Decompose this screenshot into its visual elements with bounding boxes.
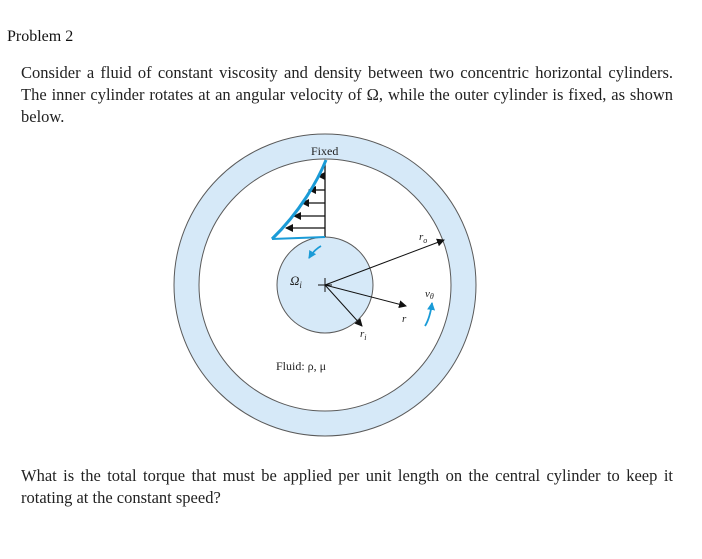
ro-subscript: o: [423, 236, 428, 245]
ri-subscript: i: [364, 333, 367, 342]
problem-question: What is the total torque that must be applied per unit length on the central cylinder to keep it rotating at the constant speed?: [21, 466, 673, 507]
vtheta-subscript: θ: [429, 292, 434, 301]
problem-title: Problem 2: [7, 28, 74, 45]
vtheta-symbol: v: [425, 288, 430, 300]
fixed-label: Fixed: [311, 144, 339, 158]
omega-subscript: i: [299, 280, 302, 290]
fluid-label: Fluid: ρ, μ: [276, 359, 327, 373]
omega-symbol: Ω: [290, 273, 300, 288]
ro-symbol: r: [419, 231, 424, 243]
r-label: r: [402, 313, 407, 325]
ri-symbol: r: [360, 328, 365, 340]
problem-statement: Consider a fluid of constant viscosity and density between two concentric horizontal cylinders. The inner cylinder rotates at an angular velocity of Ω, while the outer cylinder is fixed, as shown below.: [21, 63, 673, 126]
